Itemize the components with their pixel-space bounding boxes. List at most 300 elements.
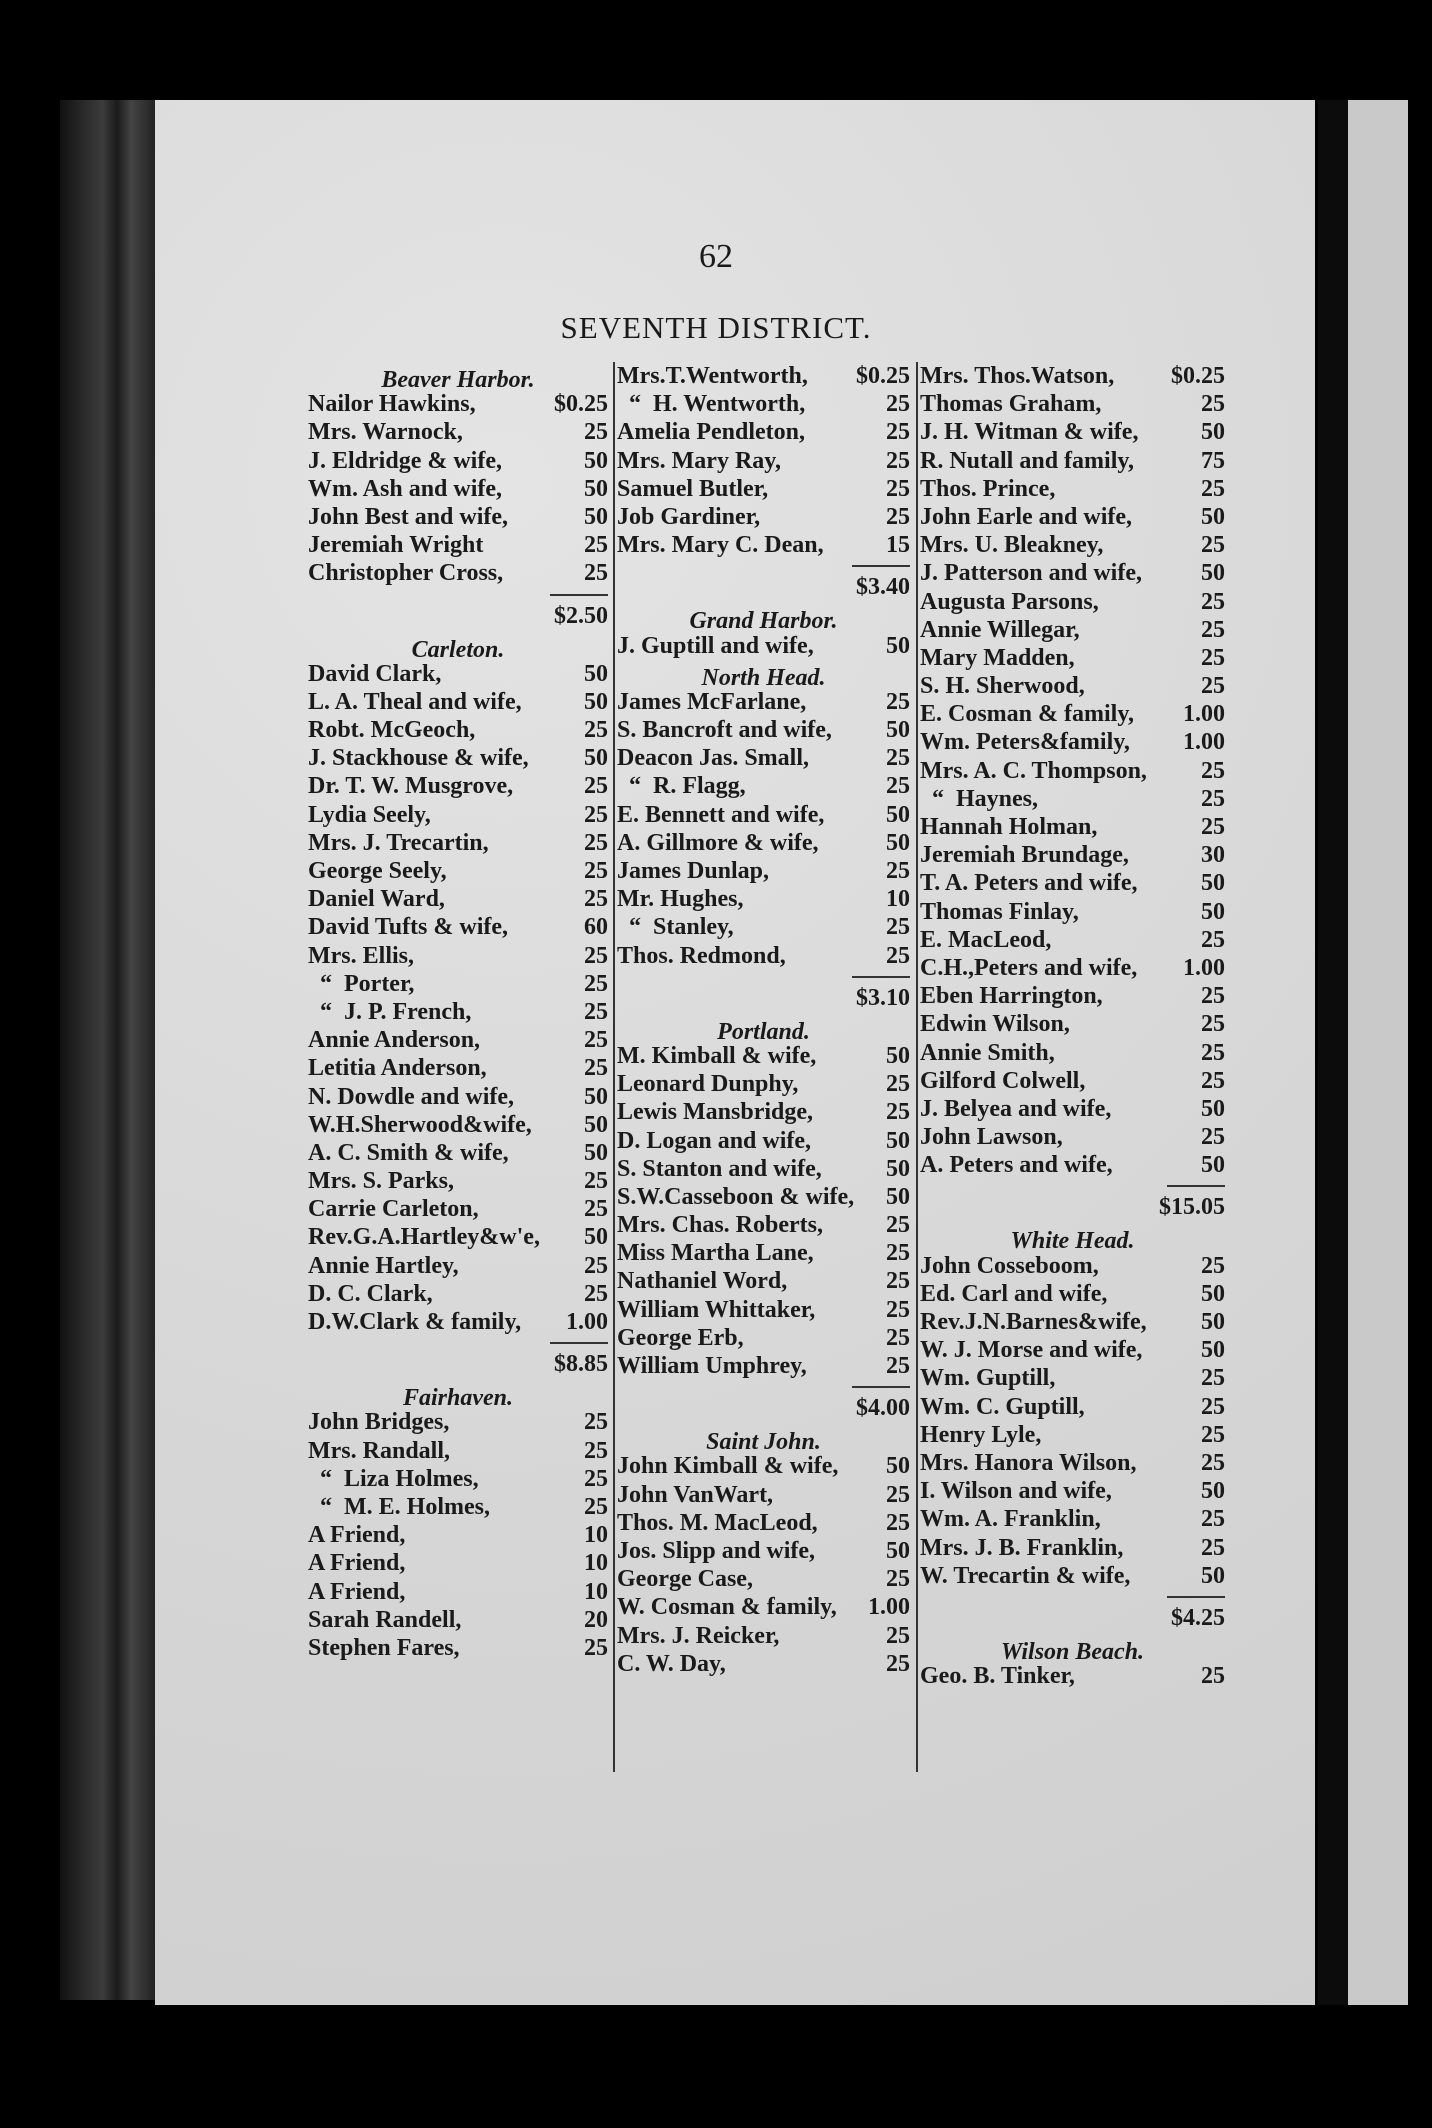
section-total: $2.50 [554, 602, 608, 629]
subscriber-entry [308, 1408, 608, 1436]
subscriber-entry [617, 418, 910, 446]
subscriber-entry [920, 616, 1225, 644]
subscription-amount: 25 [886, 1296, 910, 1323]
subscription-amount: 25 [886, 914, 910, 941]
subscription-amount: 25 [886, 1566, 910, 1593]
subscriber-entry [308, 559, 608, 587]
subscriber-entry [308, 1223, 608, 1251]
subscriber-entry [617, 716, 910, 744]
subscriber-entry [617, 857, 910, 885]
subscriber-name: M. Kimball & wife, [617, 1042, 817, 1069]
subscription-amount: 25 [1201, 475, 1225, 502]
subscriber-entry [308, 1521, 608, 1549]
subscription-amount: 25 [1201, 1534, 1225, 1561]
subscription-amount: 15 [886, 532, 910, 559]
subscriber-name: D.W.Clark & family, [308, 1309, 522, 1335]
subscriber-entry [617, 475, 910, 503]
subscriber-name: J. Patterson and wife, [920, 560, 1142, 587]
subscriber-name: “ Porter, [308, 970, 415, 997]
subscription-amount: $0.25 [856, 363, 910, 389]
subscriber-name: Mrs. Chas. Roberts, [617, 1212, 823, 1239]
subscriber-name: W. J. Morse and wife, [920, 1337, 1143, 1364]
subscriber-entry [920, 418, 1225, 446]
section-title: Saint John. [706, 1429, 821, 1456]
section-total: $4.25 [1171, 1604, 1225, 1631]
subscriber-entry [920, 503, 1225, 531]
subscription-amount: 50 [1201, 1562, 1225, 1589]
subscriber-name: A. Peters and wife, [920, 1152, 1113, 1179]
subscription-amount: 25 [1201, 1067, 1225, 1094]
subscription-amount: 1.00 [566, 1309, 608, 1335]
subscriber-entry [920, 982, 1225, 1010]
subscriber-name: Mrs. Hanora Wilson, [920, 1449, 1137, 1476]
subscriber-entry [308, 688, 608, 716]
section-title: Carleton. [411, 636, 505, 663]
subscription-amount: 50 [1201, 870, 1225, 897]
subscriber-entry [920, 700, 1225, 728]
subscription-amount: 50 [886, 632, 910, 659]
subscriber-entry [308, 913, 608, 941]
subscriber-name: Mrs. J. Trecartin, [308, 829, 489, 856]
subscriber-name: Edwin Wilson, [920, 1011, 1070, 1038]
subscriber-entry [617, 1098, 910, 1126]
subscriber-name: W.H.Sherwood&wife, [308, 1111, 532, 1138]
subscription-amount: 25 [886, 419, 910, 446]
total-rule [617, 1380, 910, 1394]
subscriber-entry [617, 942, 910, 970]
subscriber-name: A Friend, [308, 1550, 406, 1577]
total-rule [308, 1336, 608, 1350]
subscriber-entry [308, 503, 608, 531]
subscription-amount: 50 [886, 1453, 910, 1480]
subscription-amount: 25 [584, 1055, 608, 1082]
subscriber-entry [617, 1565, 910, 1593]
subscriber-entry [920, 1662, 1225, 1690]
subscription-amount: 25 [1201, 1393, 1225, 1420]
subscription-amount: 50 [584, 660, 608, 687]
subscriber-entry [617, 1239, 910, 1267]
subscriber-entry [920, 1280, 1225, 1308]
subscriber-name: Jos. Slipp and wife, [617, 1537, 816, 1564]
subscriber-entry [920, 1010, 1225, 1038]
subscriber-name: “ Stanley, [617, 914, 734, 941]
subscription-amount: 25 [886, 1353, 910, 1379]
subscriber-name: Wm. Ash and wife, [308, 475, 503, 502]
subscription-amount: 25 [584, 560, 608, 587]
subscription-amount: 25 [584, 858, 608, 884]
subscriber-name: Nailor Hawkins, [308, 391, 476, 418]
subscription-amount: 50 [1201, 1309, 1225, 1335]
subscriber-entry [308, 1280, 608, 1308]
subscriber-name: Mary Madden, [920, 644, 1075, 671]
subscriber-entry [617, 1267, 910, 1295]
subscriber-entry [617, 1537, 910, 1565]
subscription-amount: 25 [886, 391, 910, 418]
subscription-amount: 25 [584, 998, 608, 1025]
subscriber-entry [308, 475, 608, 503]
subscriber-name: Mr. Hughes, [617, 886, 744, 913]
subscriber-name: Thomas Finlay, [920, 898, 1079, 925]
subscription-amount: 25 [886, 503, 910, 530]
subscriber-name: Mrs. Ellis, [308, 942, 414, 969]
subscriber-name: Jeremiah Brundage, [920, 842, 1129, 869]
column-divider [613, 362, 615, 1772]
section-title: Portland. [717, 1018, 810, 1045]
subscriber-entry [617, 1042, 910, 1070]
subscriber-name: Mrs. Mary C. Dean, [617, 532, 824, 559]
subscriber-entry [617, 632, 910, 660]
subscriber-name: I. Wilson and wife, [920, 1478, 1112, 1505]
subscriber-entry [617, 1352, 910, 1380]
subscriber-name: Leonard Dunphy, [617, 1071, 799, 1098]
subscriber-entry [617, 362, 910, 390]
subscription-amount: 25 [886, 1212, 910, 1239]
subscriber-name: John Kimball & wife, [617, 1453, 839, 1480]
subscriber-name: Ed. Carl and wife, [920, 1280, 1108, 1307]
subscriber-name: Mrs. Mary Ray, [617, 447, 781, 474]
subscription-amount: 25 [886, 745, 910, 772]
subscription-amount: 25 [584, 1252, 608, 1279]
subscriber-name: David Clark, [308, 660, 442, 687]
subscriber-entry [308, 1634, 608, 1662]
next-page-edge [1348, 100, 1408, 2005]
subscription-amount: 25 [1201, 814, 1225, 840]
subscription-amount: 50 [1201, 419, 1225, 446]
section-total: $4.00 [856, 1395, 910, 1422]
subscription-amount: 25 [584, 532, 608, 559]
subscriber-name: Annie Hartley, [308, 1252, 459, 1279]
subscriber-entry [920, 954, 1225, 982]
subscription-amount: 25 [584, 1409, 608, 1436]
subscription-amount: 25 [584, 1168, 608, 1195]
subscription-amount: 25 [886, 1481, 910, 1508]
subscription-amount: 50 [584, 745, 608, 772]
subscription-amount: 50 [584, 688, 608, 715]
subscriber-entry [617, 390, 910, 418]
subscriber-name: Stephen Fares, [308, 1634, 460, 1661]
subscriber-name: Rev.G.A.Hartley&w'e, [308, 1224, 540, 1251]
subscriber-entry [308, 885, 608, 913]
subscriber-entry [920, 813, 1225, 841]
subscriber-name: Eben Harrington, [920, 983, 1103, 1010]
subscriber-entry [920, 644, 1225, 672]
subscriber-entry [308, 1195, 608, 1223]
subscriber-name: Daniel Ward, [308, 886, 445, 913]
subscription-amount: 50 [886, 801, 910, 828]
subscriber-entry [920, 1252, 1225, 1280]
subscription-amount: 25 [584, 419, 608, 446]
subscriber-entry [308, 447, 608, 475]
subscriber-entry [920, 588, 1225, 616]
subscription-amount: 25 [1201, 644, 1225, 671]
subscriber-name: S.W.Casseboon & wife, [617, 1183, 855, 1210]
subscriber-entry [920, 926, 1225, 954]
total-rule [308, 588, 608, 602]
subscriber-entry [920, 1039, 1225, 1067]
subscriber-name: Mrs. U. Bleakney, [920, 532, 1104, 559]
subscription-amount: 25 [1201, 1421, 1225, 1448]
subscriber-name: R. Nutall and family, [920, 447, 1135, 474]
subscription-amount: 50 [584, 475, 608, 502]
subscriber-name: John Bridges, [308, 1409, 450, 1436]
subscription-amount: 25 [584, 942, 608, 969]
subscriber-name: Hannah Holman, [920, 814, 1098, 840]
subscriber-name: Dr. T. W. Musgrove, [308, 773, 514, 800]
subscriber-name: J. Stackhouse & wife, [308, 745, 529, 772]
subscriber-name: S. H. Sherwood, [920, 673, 1085, 700]
subscriber-name: Job Gardiner, [617, 503, 761, 530]
subscriber-entry [920, 1393, 1225, 1421]
subscriber-name: James Dunlap, [617, 858, 770, 884]
subscriber-name: Deacon Jas. Small, [617, 745, 809, 772]
section-title: Beaver Harbor. [381, 367, 535, 393]
section-total: $3.10 [856, 984, 910, 1011]
subscription-amount: 25 [1201, 391, 1225, 418]
subscriber-entry [617, 688, 910, 716]
subscription-amount: 50 [584, 1083, 608, 1110]
subscription-amount: 25 [886, 1268, 910, 1295]
subscription-amount: 25 [886, 1650, 910, 1677]
subscription-amount: 50 [1201, 1478, 1225, 1505]
section-title: White Head. [1010, 1228, 1135, 1255]
subscriber-entry [617, 503, 910, 531]
subscriber-name: “ J. P. French, [308, 998, 472, 1025]
subscriber-entry [920, 1308, 1225, 1336]
subscription-amount: 50 [1201, 1095, 1225, 1122]
subscriber-name: Wm. C. Guptill, [920, 1393, 1085, 1420]
subscription-amount: 30 [1201, 842, 1225, 869]
subscriber-name: William Whittaker, [617, 1296, 816, 1323]
subscriber-entry [920, 362, 1225, 390]
subscriber-name: A. Gillmore & wife, [617, 829, 819, 856]
subscriber-entry [308, 1578, 608, 1606]
subscription-amount: 50 [1201, 1280, 1225, 1307]
subscription-amount: 25 [886, 475, 910, 502]
subscription-amount: 50 [1201, 560, 1225, 587]
total-rule [920, 1590, 1225, 1604]
subscriber-entry [308, 1252, 608, 1280]
subscriber-entry [617, 1155, 910, 1183]
subscriber-entry [920, 531, 1225, 559]
subscription-amount: 50 [584, 1111, 608, 1138]
subscription-amount: 25 [584, 801, 608, 828]
subscriber-name: Samuel Butler, [617, 475, 769, 502]
subscriber-name: S. Stanton and wife, [617, 1155, 822, 1182]
subscription-amount: 25 [1201, 1506, 1225, 1533]
subscription-amount: 50 [886, 1537, 910, 1564]
subscriber-entry [920, 1123, 1225, 1151]
subscriber-name: Wm. Peters&family, [920, 729, 1130, 756]
subscriber-name: “ R. Flagg, [617, 773, 746, 800]
subscriber-entry [617, 1070, 910, 1098]
subscriber-name: N. Dowdle and wife, [308, 1083, 515, 1110]
subscriber-name: David Tufts & wife, [308, 914, 509, 941]
subscription-amount: 50 [886, 717, 910, 744]
subscription-amount: $0.25 [554, 391, 608, 418]
subscription-amount: 10 [584, 1578, 608, 1605]
section-total: $15.05 [1159, 1194, 1225, 1221]
subscriber-name: E. MacLeod, [920, 926, 1052, 953]
subscriber-name: C. W. Day, [617, 1650, 726, 1677]
subscriber-name: Augusta Parsons, [920, 588, 1099, 615]
district-heading: SEVENTH DISTRICT. [560, 310, 872, 345]
subscription-amount: 25 [584, 829, 608, 856]
subscriber-name: Christopher Cross, [308, 560, 504, 587]
subscription-amount: 10 [584, 1522, 608, 1549]
subscriber-name: George Erb, [617, 1324, 744, 1351]
subscriber-name: Lydia Seely, [308, 801, 431, 828]
section-total: $8.85 [554, 1351, 608, 1378]
subscriber-entry [308, 801, 608, 829]
subscription-amount: 1.00 [868, 1594, 910, 1621]
subscription-amount: 25 [1201, 926, 1225, 953]
subscriber-name: Mrs. Randall, [308, 1437, 451, 1464]
subscriber-entry [920, 390, 1225, 418]
subscriber-entry [308, 942, 608, 970]
subscription-amount: 25 [886, 1509, 910, 1536]
subscriber-name: Mrs. A. C. Thompson, [920, 757, 1147, 784]
subscriber-name: Henry Lyle, [920, 1421, 1042, 1448]
subscriber-entry [920, 1477, 1225, 1505]
subscription-amount: 50 [886, 1155, 910, 1182]
subscriber-entry [920, 1449, 1225, 1477]
subscription-amount: 25 [584, 1280, 608, 1307]
subscriber-name: Jeremiah Wright [308, 532, 484, 559]
subscriber-name: T. A. Peters and wife, [920, 870, 1138, 897]
subscriber-name: Carrie Carleton, [308, 1196, 479, 1223]
subscriber-name: Robt. McGeoch, [308, 717, 476, 744]
section-total: $3.40 [856, 574, 910, 601]
subscriber-entry [920, 1505, 1225, 1533]
subscriber-entry [308, 1308, 608, 1336]
subscriber-name: J. Guptill and wife, [617, 632, 814, 659]
total-rule [617, 559, 910, 573]
subscription-amount: 25 [584, 1493, 608, 1520]
section-title: Grand Harbor. [689, 608, 838, 635]
subscriber-entry [617, 447, 910, 475]
subscription-amount: $0.25 [1171, 363, 1225, 389]
subscription-amount: 75 [1201, 447, 1225, 474]
subscription-amount: 50 [584, 1139, 608, 1166]
subscriber-entry [920, 1151, 1225, 1179]
subscriber-name: Wm. Guptill, [920, 1365, 1056, 1392]
subscription-amount: 50 [584, 503, 608, 530]
subscriber-name: “ H. Wentworth, [617, 391, 806, 418]
subscription-amount: 25 [1201, 757, 1225, 784]
subscriber-name: “ Haynes, [920, 785, 1039, 812]
subscriber-entry [920, 898, 1225, 926]
subscription-amount: 25 [1201, 1124, 1225, 1151]
subscriber-name: William Umphrey, [617, 1353, 807, 1379]
subscriber-entry [920, 1336, 1225, 1364]
subscriber-entry [308, 1054, 608, 1082]
subscriber-name: Annie Willegar, [920, 616, 1080, 643]
subscriber-name: Mrs. J. Reicker, [617, 1622, 780, 1649]
subscription-amount: 25 [886, 1622, 910, 1649]
section-title: Fairhaven. [402, 1385, 513, 1412]
subscription-amount: 20 [584, 1606, 608, 1633]
subscriber-name: Mrs. Warnock, [308, 419, 463, 446]
subscriber-name: Sarah Randell, [308, 1606, 462, 1633]
subscriber-name: Miss Martha Lane, [617, 1240, 814, 1267]
subscriber-entry [308, 1167, 608, 1195]
subscription-amount: 25 [584, 886, 608, 913]
subscription-amount: 25 [1201, 1449, 1225, 1476]
subscriber-column-2 [617, 362, 910, 1678]
subscriber-name: Thos. Prince, [920, 475, 1056, 502]
subscription-amount: 50 [1201, 898, 1225, 925]
subscriber-entry [920, 475, 1225, 503]
subscription-amount: 50 [584, 1224, 608, 1251]
subscriber-name: J. H. Witman & wife, [920, 419, 1139, 446]
subscriber-name: E. Bennett and wife, [617, 801, 825, 828]
subscription-amount: 25 [1201, 1039, 1225, 1066]
subscriber-entry [617, 1622, 910, 1650]
subscriber-entry [308, 418, 608, 446]
subscriber-entry [308, 1111, 608, 1139]
subscriber-entry [308, 1437, 608, 1465]
subscription-amount: 50 [584, 447, 608, 474]
subscriber-entry [617, 1183, 910, 1211]
subscriber-entry [308, 857, 608, 885]
subscriber-name: Thos. Redmond, [617, 942, 786, 969]
subscription-amount: 60 [584, 914, 608, 941]
subscriber-name: Wm. A. Franklin, [920, 1506, 1101, 1533]
subscription-amount: 25 [584, 1196, 608, 1223]
subscription-amount: 25 [1201, 588, 1225, 615]
subscription-amount: 25 [886, 688, 910, 715]
book-gutter [1318, 100, 1348, 2005]
subscription-amount: 1.00 [1183, 729, 1225, 756]
subscriber-entry [617, 531, 910, 559]
subscription-amount: 25 [886, 1099, 910, 1126]
subscription-amount: 25 [1201, 1252, 1225, 1279]
subscription-amount: 25 [1201, 1011, 1225, 1038]
subscription-amount: 25 [886, 1071, 910, 1098]
total-rule [920, 1179, 1225, 1193]
subscriber-name: “ Liza Holmes, [308, 1465, 479, 1492]
subscriber-entry [920, 1364, 1225, 1392]
subscriber-entry [920, 728, 1225, 756]
subscriber-name: Lewis Mansbridge, [617, 1099, 814, 1126]
subscriber-entry [920, 869, 1225, 897]
subscription-amount: 25 [584, 1437, 608, 1464]
subscriber-entry [308, 1465, 608, 1493]
subscription-amount: 25 [1201, 1365, 1225, 1392]
subscriber-name: Mrs. Thos.Watson, [920, 363, 1115, 389]
subscription-amount: 50 [886, 1183, 910, 1210]
subscriber-name: John Earle and wife, [920, 503, 1133, 530]
subscriber-entry [308, 1606, 608, 1634]
subscriber-entry [617, 829, 910, 857]
subscription-amount: 25 [1201, 673, 1225, 700]
subscriber-entry [308, 1549, 608, 1577]
subscriber-entry [308, 660, 608, 688]
subscriber-entry [308, 1083, 608, 1111]
subscriber-name: A. C. Smith & wife, [308, 1139, 509, 1166]
subscription-amount: 25 [886, 1324, 910, 1351]
subscription-amount: 25 [1201, 616, 1225, 643]
subscription-amount: 25 [1201, 1663, 1225, 1690]
subscription-amount: 25 [886, 447, 910, 474]
subscription-amount: 25 [584, 1027, 608, 1054]
subscription-amount: 50 [886, 829, 910, 856]
subscriber-entry [617, 744, 910, 772]
book-binding-edge [60, 100, 155, 2000]
page-number: 62 [699, 238, 733, 275]
subscriber-name: Mrs. S. Parks, [308, 1168, 454, 1195]
subscriber-entry [920, 1095, 1225, 1123]
